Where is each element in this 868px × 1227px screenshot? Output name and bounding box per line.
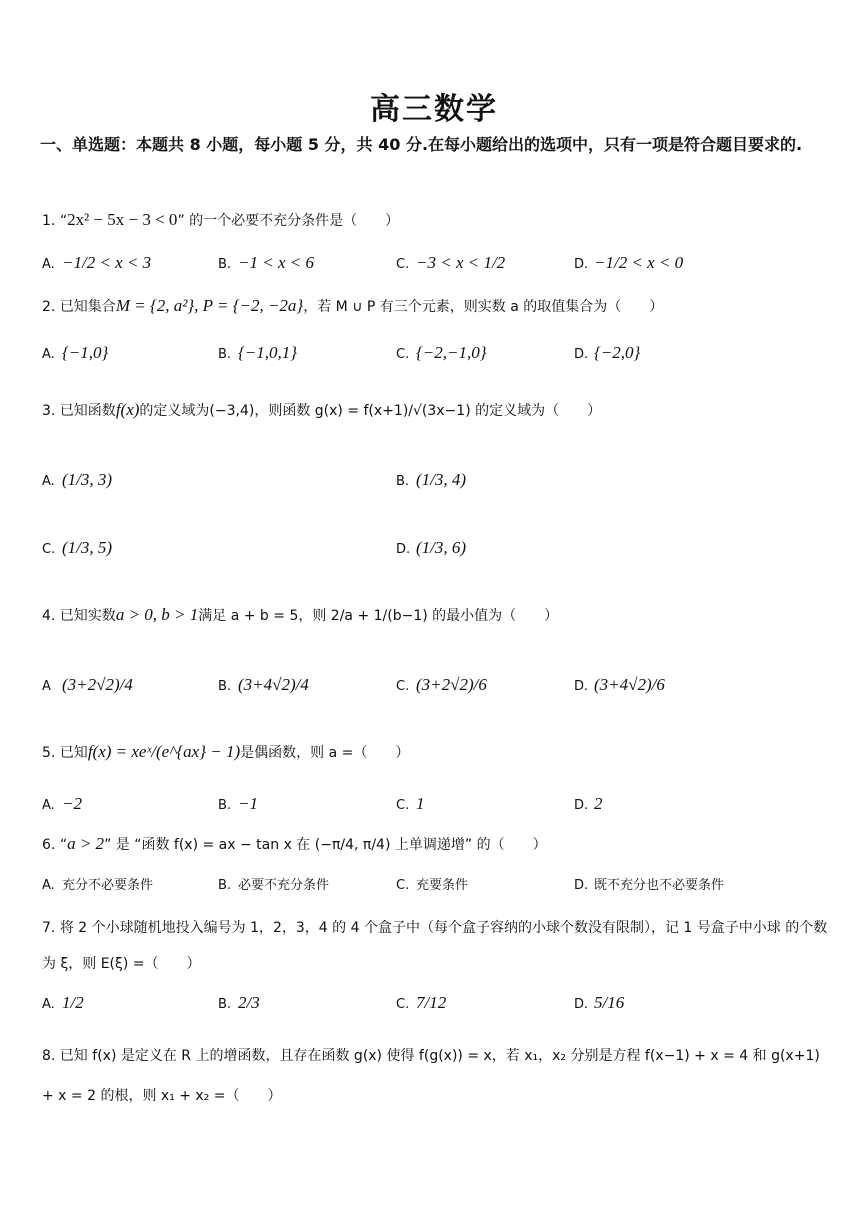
q5-option-c[interactable]: C. 1 bbox=[396, 794, 425, 813]
question-3: 3. 已知函数f(x)的定义域为(−3,4)，则函数 g(x) = f(x+1)/√(3x−1) 的定义域为（ ） bbox=[42, 400, 602, 419]
q4-option-d[interactable]: D. (3+4√2)/6 bbox=[574, 675, 665, 694]
q4-option-a[interactable]: A (3+2√2)/4 bbox=[42, 675, 133, 694]
question-7: 7. 将 2 个小球随机地投入编号为 1，2，3，4 的 4 个盒子中（每个盒子容纳的小球个数没有限制），记 1 号盒子中小球 的个数为 ξ，则 E(ξ) =（ ） bbox=[42, 920, 828, 972]
q2-option-a[interactable]: A. {−1,0} bbox=[42, 343, 109, 362]
q2-option-c[interactable]: C. {−2,−1,0} bbox=[396, 343, 487, 362]
question-5: 5. 已知f(x) = xeˣ/(e^{ax} − 1)是偶函数，则 a =（ ） bbox=[42, 742, 410, 761]
q7-option-c[interactable]: C. 7/12 bbox=[396, 993, 447, 1012]
question-2: 2. 已知集合M = {2, a²}, P = {−2, −2a}，若 M ∪ P 有三个元素，则实数 a 的取值集合为（ ） bbox=[42, 296, 664, 315]
q1-option-b[interactable]: B. −1 < x < 6 bbox=[218, 253, 314, 272]
section-heading: 一、单选题：本题共 8 小题，每小题 5 分，共 40 分.在每小题给出的选项中，只有一项是符合题目要求的. bbox=[40, 135, 803, 154]
question-1: 1. “2x² − 5x − 3 < 0” 的一个必要不充分条件是（ ） bbox=[42, 210, 400, 229]
q6-option-a[interactable]: A. 充分不必要条件 bbox=[42, 878, 154, 893]
q5-option-d[interactable]: D. 2 bbox=[574, 794, 603, 813]
q4-option-b[interactable]: B. (3+4√2)/4 bbox=[218, 675, 309, 694]
q6-option-b[interactable]: B. 必要不充分条件 bbox=[218, 878, 330, 893]
question-8: 8. 已知 f(x) 是定义在 R 上的增函数，且存在函数 g(x) 使得 f(g(x)) = x，若 x₁，x₂ 分别是方程 f(x−1) + x = 4 和 g(x+1) + x = 2 的根，则 x₁ + x₂ =（ ） bbox=[42, 1048, 820, 1104]
q1-option-d[interactable]: D. −1/2 < x < 0 bbox=[574, 253, 684, 272]
q1-option-a[interactable]: A. −1/2 < x < 3 bbox=[42, 253, 152, 272]
question-6: 6. “a > 2” 是 “函数 f(x) = ax − tan x 在 (−π/4, π/4) 上单调递增” 的（ ） bbox=[42, 834, 547, 853]
q1-option-c[interactable]: C. −3 < x < 1/2 bbox=[396, 253, 506, 272]
q7-option-a[interactable]: A. 1/2 bbox=[42, 993, 84, 1012]
q5-option-b[interactable]: B. −1 bbox=[218, 794, 258, 813]
q2-option-d[interactable]: D. {−2,0} bbox=[574, 343, 641, 362]
q4-option-c[interactable]: C. (3+2√2)/6 bbox=[396, 675, 487, 694]
q5-option-a[interactable]: A. −2 bbox=[42, 794, 82, 813]
question-4: 4. 已知实数a > 0, b > 1满足 a + b = 5，则 2/a + 1/(b−1) 的最小值为（ ） bbox=[42, 605, 559, 624]
q6-option-d[interactable]: D. 既不充分也不必要条件 bbox=[574, 878, 725, 893]
q7-option-d[interactable]: D. 5/16 bbox=[574, 993, 625, 1012]
q3-option-b[interactable]: B. (1/3, 4) bbox=[396, 470, 467, 489]
q3-option-a[interactable]: A. (1/3, 3) bbox=[42, 470, 113, 489]
q3-option-c[interactable]: C. (1/3, 5) bbox=[42, 538, 113, 557]
q6-option-c[interactable]: C. 充要条件 bbox=[396, 878, 469, 893]
q2-option-b[interactable]: B. {−1,0,1} bbox=[218, 343, 298, 362]
q3-option-d[interactable]: D. (1/3, 6) bbox=[396, 538, 467, 557]
page-title: 高三数学 bbox=[370, 92, 498, 127]
q7-option-b[interactable]: B. 2/3 bbox=[218, 993, 260, 1012]
